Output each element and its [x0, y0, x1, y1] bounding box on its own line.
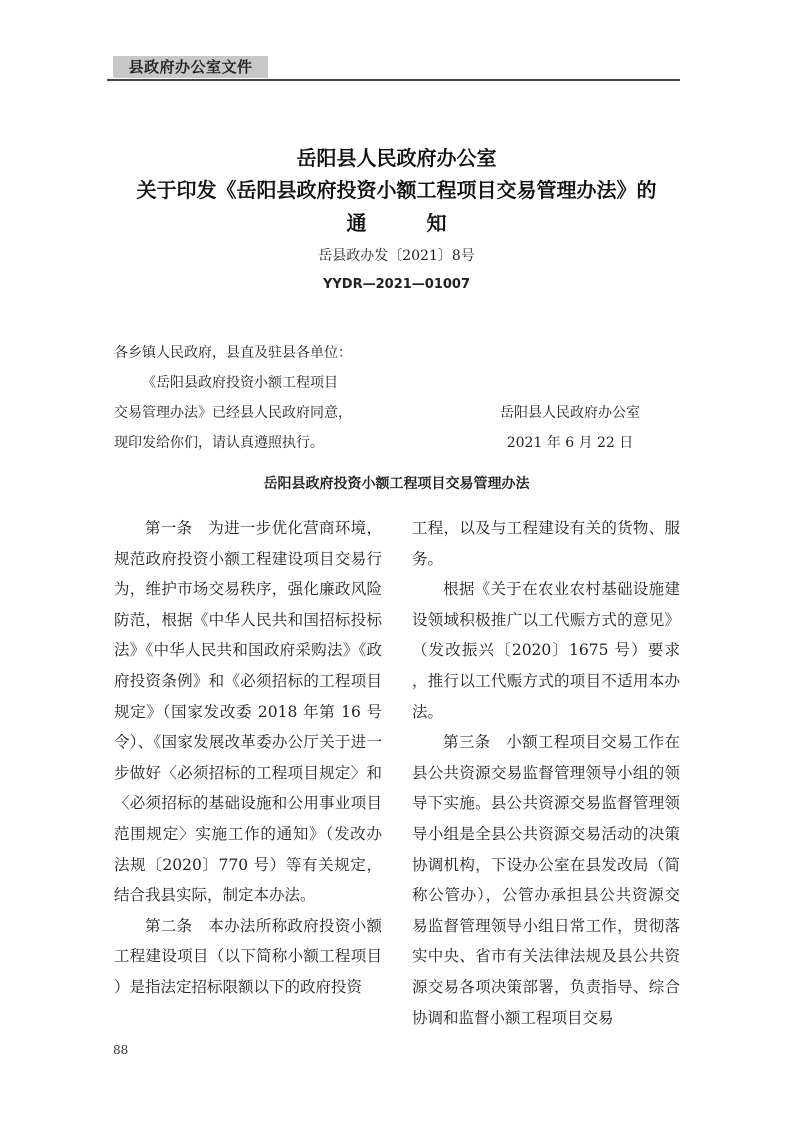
document-header-label: 县政府办公室文件 [113, 56, 268, 78]
issue-date: 2021 年 6 月 22 日 [506, 435, 634, 451]
paragraph [412, 574, 680, 727]
letter-body-line-3: 现印发给你们，请认真遵照执行。 [114, 435, 324, 451]
title-line-2: 关于印发《岳阳县政府投资小额工程项目交易管理办法》的 [136, 178, 657, 202]
paragraph [114, 513, 382, 911]
title-line-1: 岳阳县人民政府办公室 [296, 146, 497, 170]
paragraph-text: 为进一步优化营商环境，规范政府投资小额工程建设项目交易行为，维护市场交易秩序，强化廉政风险防范，根据《中华人民共和国招标投标法》《中华人民共和国政府采购法》《政府投资条例》和《必须招标的工程项目规定》（国家发改委 2018 年第 16 号令）、《国家发展改革委办公厅关于进一步做好〈必须招标的工程项目规定〉和〈必须招标的基础设施和公用事业项目范围规定〉实施工作的通知》（发改办法规〔2020〕770 号）等有关规定，结合我县实际，制定本办法。 [114, 519, 382, 905]
letter-salutation: 各乡镇人民政府，县直及驻县各单位： [114, 345, 352, 361]
paragraph-text: 根据《关于在农业农村基础设施建设领域积极推广以工代赈方式的意见》（发改振兴〔2020〕1675 号）要求，推行以工代赈方式的项目不适用本办法。 [412, 580, 680, 721]
title-line-3 [40, 210, 753, 236]
signatory: 岳阳县人民政府办公室 [500, 405, 640, 421]
registration-code: YYDR—2021—01007 [322, 277, 471, 292]
paragraph-text: 小额工程项目交易工作在县公共资源交易监督管理领导小组的领导下实施。县公共资源交易监督管理领导小组是全县公共资源交易活动的决策协调机构，下设办公室在县发改局（简称公管办），公管办承担县公共资源交易监督管理领导小组日常工作，贯彻落实中央、省市有关法律法规及县公共资源交易各项决策部署，负责指导、综合协调和监督小额工程项目交易 [412, 733, 680, 1027]
article-number: 第一条 [145, 519, 193, 537]
article-number: 第三条 [443, 733, 491, 752]
body-column-left [114, 513, 382, 1003]
body-column-right [412, 513, 680, 1033]
paragraph [412, 727, 680, 1033]
page-number: 88 [113, 1043, 129, 1057]
document-number: 岳县政办发〔2021〕8号 [318, 248, 475, 264]
paragraph [412, 513, 680, 574]
article-number: 第二条 [145, 916, 193, 935]
paragraph [114, 911, 382, 1003]
letter-body-line-2: 交易管理办法》已经县人民政府同意， [114, 405, 352, 421]
paragraph-text: 本办法所称政府投资小额工程建设项目（以下简称小额工程项目）是指法定招标限额以下的政府投资 [114, 916, 382, 996]
paragraph-text: 工程，以及与工程建设有关的货物、服务。 [412, 519, 680, 568]
title-char-2: 知 [426, 211, 447, 235]
regulation-title: 岳阳县政府投资小额工程项目交易管理办法 [263, 476, 530, 492]
header-rule [107, 79, 680, 81]
letter-body-line-1: 《岳阳县政府投资小额工程项目 [142, 375, 338, 391]
title-char-1: 通 [346, 211, 367, 235]
